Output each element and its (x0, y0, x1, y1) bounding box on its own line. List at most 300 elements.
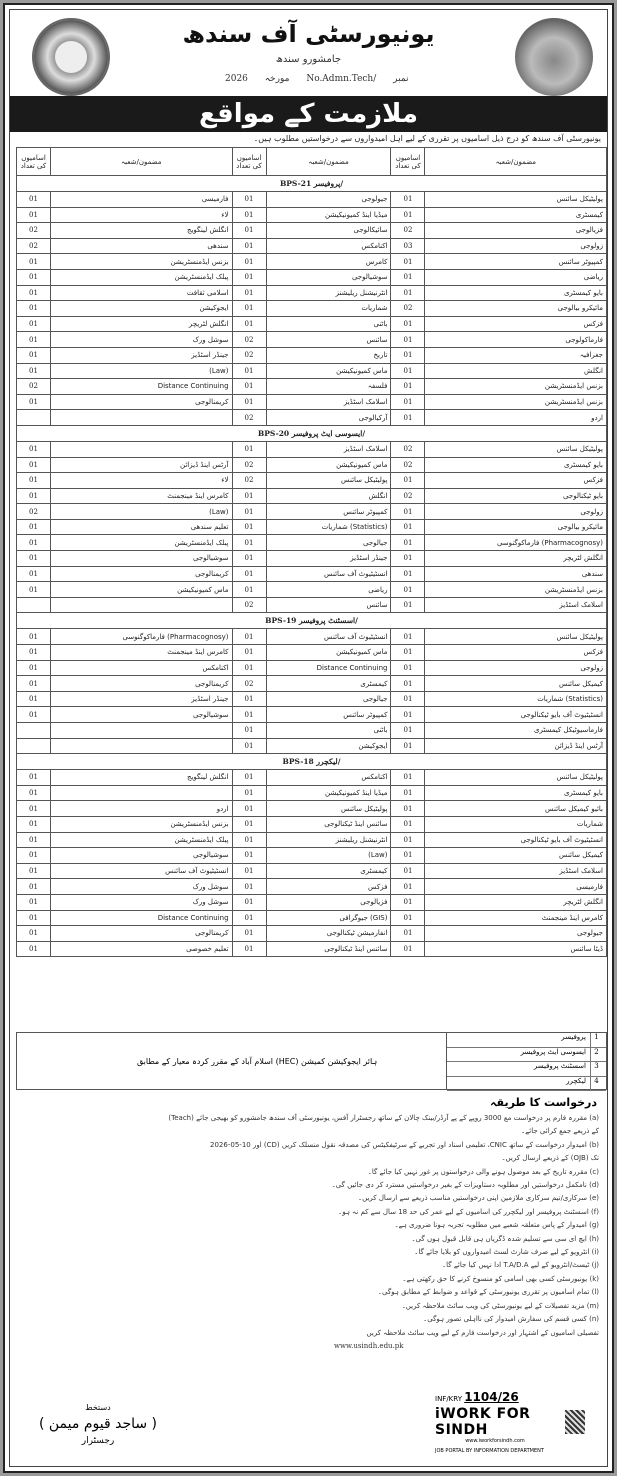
designation: سوشل ورک (51, 879, 233, 895)
designation: انسٹیٹیوٹ آف بایو ٹیکنالوجی (425, 707, 607, 723)
post-count: 01 (17, 301, 51, 317)
designation: جیولوجی (425, 926, 607, 942)
designation: Distance Continuing (51, 379, 233, 395)
designation: فلسفہ (266, 379, 391, 395)
post-count: 01 (17, 645, 51, 661)
post-count: 01 (17, 488, 51, 504)
post-count: 01 (232, 566, 266, 582)
post-count: 01 (232, 207, 266, 223)
designation: سوشیالوجی (51, 848, 233, 864)
post-count: 03 (391, 238, 425, 254)
instruction-item: (i) انٹرویو کے لیے صرف شارٹ لسٹ امیدواروں کو بلایا جائے گا۔ (414, 1248, 599, 1257)
legend-block (16, 1032, 607, 1090)
post-count: 01 (391, 207, 425, 223)
post-count: 01 (391, 629, 425, 645)
table-row (17, 645, 607, 661)
table-row (17, 473, 607, 489)
post-count (17, 723, 51, 739)
table-row (17, 332, 607, 348)
table-row (17, 738, 607, 754)
legend-item: 2 ایسوسی ایٹ پروفیسر (447, 1048, 606, 1063)
designation: جیالوجی (266, 535, 391, 551)
designation: انگلش (266, 488, 391, 504)
post-count: 01 (17, 519, 51, 535)
post-count: 01 (232, 519, 266, 535)
post-count: 01 (17, 676, 51, 692)
post-count: 01 (232, 192, 266, 208)
post-count: 01 (232, 770, 266, 786)
designation: بایو کیمسٹری (425, 285, 607, 301)
post-count: 01 (17, 816, 51, 832)
table-row (17, 848, 607, 864)
designation: بزنس ایڈمنسٹریشن (425, 394, 607, 410)
post-count: 02 (232, 676, 266, 692)
post-count: 01 (232, 301, 266, 317)
table-row (17, 535, 607, 551)
designation: (Statistics) شماریات (425, 691, 607, 707)
designation: انسٹیٹیوٹ آف سائنس (266, 629, 391, 645)
post-count: 01 (232, 910, 266, 926)
date-value: 2026 (225, 74, 248, 84)
designation: ڈیٹا سائنس (425, 941, 607, 957)
post-count: 01 (391, 910, 425, 926)
post-count: 01 (232, 879, 266, 895)
designation-header: مضمون/شعبہ (51, 148, 233, 176)
designation (51, 410, 233, 426)
designation: ماس کمیونیکیشن (266, 363, 391, 379)
post-count: 01 (17, 457, 51, 473)
designation: فزکس (425, 473, 607, 489)
section-header-row (17, 613, 607, 629)
post-count: 01 (17, 894, 51, 910)
designation: اردو (51, 801, 233, 817)
designation: سائنس (266, 332, 391, 348)
designation (51, 597, 233, 613)
post-count: 01 (391, 192, 425, 208)
post-count: 01 (17, 347, 51, 363)
designation: اکنامکس (266, 770, 391, 786)
post-count: 01 (17, 848, 51, 864)
designation-header: مضمون/شعبہ (266, 148, 391, 176)
post-count: 01 (391, 707, 425, 723)
post-count: 01 (232, 863, 266, 879)
post-count: 02 (391, 223, 425, 239)
designation: تعلیم سندھی (51, 519, 233, 535)
designation: جینڈر اسٹڈیز (51, 691, 233, 707)
university-website-link[interactable]: www.usindh.edu.pk (334, 1341, 404, 1350)
designation: ریاضی (425, 269, 607, 285)
designation: لاء (51, 207, 233, 223)
post-count: 01 (232, 832, 266, 848)
post-count: 01 (17, 629, 51, 645)
instruction-item: (g) امیدوار کے پاس متعلقہ شعبے میں مطلوبہ تجربہ ہونا ضروری ہے۔ (394, 1221, 599, 1230)
inf-number: INF/KRY 1104/26 (435, 1390, 519, 1404)
campus-monument-logo (515, 18, 593, 96)
post-count (17, 410, 51, 426)
portal-department: JOB PORTAL BY INFORMATION DEPARTMENT (435, 1448, 544, 1454)
designation: انگلش لینگویج (51, 770, 233, 786)
designation: (Law) (51, 363, 233, 379)
designation: ریاضی (266, 582, 391, 598)
table-row (17, 269, 607, 285)
designation: سوشل ورک (51, 332, 233, 348)
post-count: 01 (391, 519, 425, 535)
designation (51, 723, 233, 739)
post-count: 01 (391, 770, 425, 786)
designation: اردو (425, 410, 607, 426)
post-count: 01 (17, 770, 51, 786)
post-count: 01 (232, 738, 266, 754)
table-row (17, 519, 607, 535)
signatory-title: رجسٹرار (81, 1436, 115, 1446)
designation: کریمنالوجی (51, 926, 233, 942)
post-count: 01 (391, 285, 425, 301)
post-count: 01 (17, 566, 51, 582)
designation: سائنس اینڈ ٹیکنالوجی (266, 941, 391, 957)
post-count: 01 (391, 848, 425, 864)
post-count: 01 (232, 363, 266, 379)
post-count: 01 (17, 926, 51, 942)
legend-list (446, 1033, 606, 1089)
portal-url: www.iworkforsindh.com (465, 1438, 525, 1444)
post-count: 01 (17, 285, 51, 301)
post-count: 01 (17, 660, 51, 676)
instruction-item: (m) مزید تفصیلات کے لیے یونیورسٹی کی ویب سائٹ ملاحظہ کریں۔ (401, 1301, 599, 1310)
post-count: 01 (391, 863, 425, 879)
designation: میڈیا اینڈ کمیونیکیشن (266, 785, 391, 801)
post-count: 01 (17, 535, 51, 551)
table-row (17, 691, 607, 707)
designation: بایو ٹیکنالوجی (425, 488, 607, 504)
designation: فارماکولوجی (425, 332, 607, 348)
post-count: 01 (17, 801, 51, 817)
designation: زولوجی (425, 660, 607, 676)
post-count: 01 (232, 551, 266, 567)
post-count: 01 (391, 473, 425, 489)
designation: جینڈر اسٹڈیز (51, 347, 233, 363)
designation (51, 441, 233, 457)
designation: پولیٹیکل سائنس (425, 441, 607, 457)
signatory-name: ( ساجد قیوم میمن ) (38, 1416, 157, 1432)
post-count: 02 (232, 410, 266, 426)
designation: فزیالوجی (425, 223, 607, 239)
designation: پبلک ایڈمنسٹریشن (51, 832, 233, 848)
designation: انسٹیٹیوٹ آف سائنس (51, 863, 233, 879)
designation: جغرافیہ (425, 347, 607, 363)
jobs-banner: ملازمت کے مواقع (10, 96, 607, 132)
section-header-row (17, 425, 607, 441)
designation: مائیکرو بیالوجی (425, 301, 607, 317)
table-row (17, 629, 607, 645)
instruction-item: (c) مقررہ تاریخ کے بعد موصول ہونے والی درخواستوں پر غور نہیں کیا جائے گا۔ (367, 1167, 599, 1176)
designation: سوشیالوجی (266, 269, 391, 285)
table-body (17, 176, 607, 957)
designation: باٹنی (266, 723, 391, 739)
table-row (17, 316, 607, 332)
post-count: 02 (232, 597, 266, 613)
designation: شماریات (425, 816, 607, 832)
table-row (17, 488, 607, 504)
post-count: 02 (232, 347, 266, 363)
post-count: 02 (391, 301, 425, 317)
post-count: 01 (232, 629, 266, 645)
designation: فزکس (425, 316, 607, 332)
table-row (17, 582, 607, 598)
post-count: 01 (17, 441, 51, 457)
advertisement-page (3, 3, 614, 1473)
designation: فزکس (266, 879, 391, 895)
post-count: 01 (17, 269, 51, 285)
inf-footer (435, 1390, 585, 1454)
designation: فارمیسی (425, 879, 607, 895)
designation: اسلامک اسٹڈیز (425, 863, 607, 879)
instruction-item: (h) ایچ ای سی سے تسلیم شدہ ڈگریاں ہی قابل قبول ہوں گی۔ (411, 1234, 599, 1243)
designation: (Pharmacognosy) فارماکوگنوسی (425, 535, 607, 551)
designation: انگلش لٹریچر (425, 551, 607, 567)
post-count: 02 (232, 473, 266, 489)
table-row (17, 707, 607, 723)
designation: سائیکالوجی (266, 223, 391, 239)
table-row (17, 504, 607, 520)
post-count: 01 (232, 488, 266, 504)
designation: بایو کیمسٹری (425, 457, 607, 473)
designation: کمپیوٹر سائنس (266, 707, 391, 723)
designation: انٹرنیشنل ریلیشنز (266, 285, 391, 301)
table-row (17, 301, 607, 317)
post-count (17, 738, 51, 754)
designation: پبلک ایڈمنسٹریشن (51, 535, 233, 551)
post-count: 01 (232, 660, 266, 676)
designation: (Law) (51, 504, 233, 520)
instruction-item: (n) کسی قسم کی سفارش امیدوار کی نااہلی تصور ہوگی۔ (423, 1315, 599, 1324)
post-count: 01 (232, 379, 266, 395)
designation: کامرس اینڈ مینجمنٹ (51, 645, 233, 661)
designation: تعلیم خصوصی (51, 941, 233, 957)
table-row (17, 863, 607, 879)
signature-label: دستخط (85, 1403, 111, 1412)
legend-item: 1 پروفیسر (447, 1033, 606, 1048)
designation: کریمنالوجی (51, 394, 233, 410)
table-row (17, 441, 607, 457)
post-count: 01 (17, 863, 51, 879)
designation: باٹنی (266, 316, 391, 332)
designation: انگلش (425, 363, 607, 379)
table-row (17, 801, 607, 817)
section-label: BPS-21 پروفیسر/ (17, 176, 607, 192)
post-count: 01 (17, 879, 51, 895)
table-row (17, 363, 607, 379)
table-row (17, 457, 607, 473)
designation: زولوجی (425, 238, 607, 254)
designation: سندھی (51, 238, 233, 254)
table-row (17, 910, 607, 926)
table-row (17, 410, 607, 426)
table-row (17, 879, 607, 895)
reference-line (225, 74, 423, 84)
table-row (17, 285, 607, 301)
designation: تاریخ (266, 347, 391, 363)
designation: بزنس ایڈمنسٹریشن (51, 254, 233, 270)
designation: بزنس ایڈمنسٹریشن (425, 379, 607, 395)
table-row (17, 379, 607, 395)
post-count: 01 (17, 363, 51, 379)
designation: اکنامکس (266, 238, 391, 254)
table-row (17, 207, 607, 223)
post-count: 01 (391, 691, 425, 707)
post-count: 01 (391, 332, 425, 348)
how-to-apply-heading: درخواست کا طریقہ (490, 1096, 597, 1109)
post-count: 01 (391, 894, 425, 910)
designation: (Pharmacognosy) فارماکوگنوسی (51, 629, 233, 645)
post-count: 01 (17, 707, 51, 723)
designation: آرکیالوجی (266, 410, 391, 426)
designation: ماس کمیونیکیشن (266, 457, 391, 473)
header (10, 10, 607, 96)
post-count: 01 (17, 192, 51, 208)
designation: پولیٹیکل سائنس (425, 629, 607, 645)
table-header-row (17, 148, 607, 176)
designation: سندھی (425, 566, 607, 582)
designation: انٹرنیشنل ریلیشنز (266, 832, 391, 848)
table-row (17, 926, 607, 942)
post-count: 01 (391, 645, 425, 661)
post-count: 01 (232, 645, 266, 661)
designation: سائنس (266, 597, 391, 613)
post-count: 01 (17, 691, 51, 707)
designation: کامرس اینڈ مینجمنٹ (425, 910, 607, 926)
post-count: 01 (232, 848, 266, 864)
post-count: 02 (391, 488, 425, 504)
post-count: 01 (17, 254, 51, 270)
designation: زولوجی (425, 504, 607, 520)
designation: جیولوجی (266, 192, 391, 208)
designation: کامرس (266, 254, 391, 270)
designation: کیمسٹری (266, 863, 391, 879)
post-count: 01 (391, 504, 425, 520)
designation: آرٹس اینڈ ڈیزائن (51, 457, 233, 473)
designation: انفارمیشن ٹیکنالوجی (266, 926, 391, 942)
section-label: BPS-19 اسسٹنٹ پروفیسر/ (17, 613, 607, 629)
posts-header: اسامیوں کی تعداد (232, 148, 266, 176)
instruction-item: (k) یونیورسٹی کسی بھی اسامی کو منسوخ کرنے کا حق رکھتی ہے۔ (402, 1274, 599, 1283)
designation: فزیالوجی (266, 894, 391, 910)
post-count: 01 (391, 551, 425, 567)
post-count: 01 (17, 910, 51, 926)
designation: کیمیکل سائنس (425, 676, 607, 692)
table-row (17, 347, 607, 363)
table-row (17, 394, 607, 410)
designation: میڈیا اینڈ کمیونیکیشن (266, 207, 391, 223)
designation: اسلامک اسٹڈیز (266, 394, 391, 410)
post-count: 01 (391, 254, 425, 270)
posts-header: اسامیوں کی تعداد (17, 148, 51, 176)
post-count: 01 (232, 816, 266, 832)
instruction-item: (d) نامکمل درخواستیں اور مطلوبہ دستاویزات کے بغیر درخواستیں مسترد کر دی جائیں گی۔ (331, 1181, 599, 1190)
designation: جیالوجی (266, 691, 391, 707)
designation: کیمسٹری (266, 676, 391, 692)
designation: (GIS) جیوگرافی (266, 910, 391, 926)
signature-block (38, 1403, 158, 1446)
designation: شماریات (266, 301, 391, 317)
reference-prefix: نمبر (393, 74, 409, 84)
post-count: 02 (232, 332, 266, 348)
post-count: 01 (391, 363, 425, 379)
designation: انگلش لینگویج (51, 223, 233, 239)
qr-code-icon (565, 1410, 585, 1434)
post-count: 01 (391, 816, 425, 832)
designation (51, 785, 233, 801)
designation: پبلک ایڈمنسٹریشن (51, 269, 233, 285)
post-count: 01 (232, 785, 266, 801)
table-row (17, 660, 607, 676)
post-count: 01 (17, 207, 51, 223)
post-count: 01 (17, 316, 51, 332)
instruction-item: (f) اسسٹنٹ پروفیسر اور لیکچرر کی اسامیوں کے لیے عمر کی حد 18 سال سے کم نہ ہو۔ (338, 1207, 599, 1216)
instruction-item: تک (OJB) کے ذریعے ارسال کریں۔ (501, 1154, 599, 1163)
instruction-item: تفصیلی اسامیوں کے اشتہار اور درخواست فارم کے لیے ویب سائٹ ملاحظہ کریں (366, 1328, 599, 1337)
designation: کمپیوٹر سائنس (425, 254, 607, 270)
table-row (17, 676, 607, 692)
post-count: 01 (17, 832, 51, 848)
post-count: 01 (17, 785, 51, 801)
table-row (17, 192, 607, 208)
designation-header: مضمون/شعبہ (425, 148, 607, 176)
post-count: 01 (232, 801, 266, 817)
designation: سوشیالوجی (51, 707, 233, 723)
iworkforsindh-logo: iWORK FOR SINDH (435, 1406, 531, 1438)
university-location: جامشورو سندھ (275, 54, 342, 65)
university-name: یونیورسٹی آف سندھ (182, 20, 435, 48)
designation: کامرس اینڈ مینجمنٹ (51, 488, 233, 504)
post-count: 01 (17, 582, 51, 598)
designation: بزنس ایڈمنسٹریشن (51, 816, 233, 832)
designation: اسلامک اسٹڈیز (425, 597, 607, 613)
table-row (17, 832, 607, 848)
legend-item: 3 اسسٹنٹ پروفیسر (447, 1062, 606, 1077)
table-row (17, 223, 607, 239)
designation: کریمنالوجی (51, 566, 233, 582)
designation: آرٹس اینڈ ڈیزائن (425, 738, 607, 754)
designation: اسلامی ثقافت (51, 285, 233, 301)
designation: (Statistics) شماریات (266, 519, 391, 535)
designation: پولیٹیکل سائنس (425, 770, 607, 786)
designation: Distance Continuing (51, 910, 233, 926)
post-count: 01 (232, 254, 266, 270)
designation: مائیکرو بیالوجی (425, 519, 607, 535)
how-to-apply-list (4, 1112, 599, 1353)
table-row (17, 941, 607, 957)
designation: ماس کمیونیکیشن (51, 582, 233, 598)
designation: پولیٹیکل سائنس (425, 192, 607, 208)
post-count: 01 (232, 316, 266, 332)
designation: انسٹیٹیوٹ آف بایو ٹیکنالوجی (425, 832, 607, 848)
post-count: 02 (17, 223, 51, 239)
post-count: 01 (391, 723, 425, 739)
post-count: 01 (232, 894, 266, 910)
post-count: 01 (391, 394, 425, 410)
designation: اسلامک اسٹڈیز (266, 441, 391, 457)
post-count: 02 (17, 379, 51, 395)
designation: کمپیوٹر سائنس (266, 504, 391, 520)
post-count: 01 (232, 926, 266, 942)
designation: بایو کیمسٹری (425, 785, 607, 801)
designation: ماس کمیونیکیشن (266, 645, 391, 661)
instruction-item: (e) سرکاری/نیم سرکاری ملازمین اپنی درخواستیں مناسب ذریعے سے ارسال کریں۔ (358, 1194, 599, 1203)
designation: پولیٹیکل سائنس (266, 801, 391, 817)
post-count: 02 (232, 457, 266, 473)
post-count: 01 (232, 691, 266, 707)
vacancies-table (16, 147, 607, 957)
